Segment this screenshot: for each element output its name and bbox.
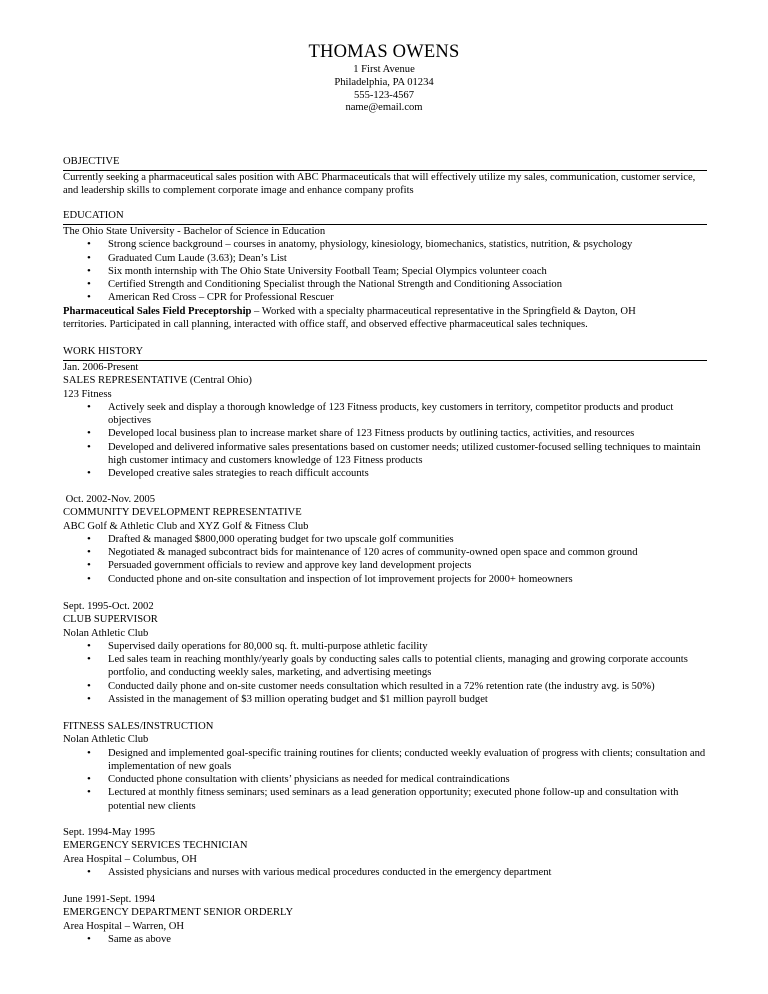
preceptorship-paragraph (63, 305, 707, 332)
list-item: • Developed and delivered informative sales presentations based on customer needs; utilized customer-focused selling techniques to maintain high customer intimacy and customers knowledge of 123 Fitness products (63, 441, 707, 468)
list-item: • Strong science background – courses in anatomy, physiology, kinesiology, biomechanics, statistics, nutrition, & psychology (63, 238, 707, 251)
job-entry (63, 493, 707, 586)
job-entry (63, 893, 707, 946)
job-company: Area Hospital – Columbus, OH (63, 853, 197, 865)
job-entry (63, 600, 707, 706)
list-item: • Conducted phone and on-site consultation and inspection of lot improvement projects for 2000+ homeowners (63, 573, 707, 586)
job-bullets (63, 401, 707, 481)
list-item: • Actively seek and display a thorough knowledge of 123 Fitness products, key customers in territory, competitor products and product objectives (63, 401, 707, 428)
education-heading: EDUCATION (63, 210, 124, 221)
job-company: Nolan Athletic Club (63, 734, 149, 746)
job-company: 123 Fitness (63, 388, 112, 400)
list-item: • Assisted in the management of $3 million operating budget and $1 million payroll budget (63, 693, 707, 706)
job-position: CLUB SUPERVISOR (63, 614, 158, 626)
job-position: COMMUNITY DEVELOPMENT REPRESENTATIVE (63, 507, 302, 519)
list-item: • Conducted phone consultation with clients’ physicians as needed for medical contraindications (63, 773, 707, 786)
job-bullets (63, 640, 707, 706)
email-address: name@email.com (345, 102, 423, 114)
objective-text: Currently seeking a pharmaceutical sales position with ABC Pharmaceuticals that will effectively utilize my sales, communication, customer service, and leadership skills to complement corporate image and enhance company profits (63, 172, 696, 197)
preceptorship-label: Pharmaceutical Sales Field Preceptorship (63, 305, 252, 317)
contact-info (0, 64, 768, 115)
job-dates: Sept. 1994-May 1995 (63, 827, 156, 838)
job-dates: Jan. 2006-Present (63, 362, 139, 373)
address-line-1: 1 First Avenue (353, 64, 415, 75)
list-item: • Developed local business plan to increase market share of 123 Fitness products by outlining tactics, activities, and resources (63, 427, 707, 440)
list-item: • Developed creative sales strategies to reach difficult accounts (63, 467, 707, 480)
job-position: FITNESS SALES/INSTRUCTION (63, 721, 214, 732)
job-company: Area Hospital – Warren, OH (63, 920, 185, 932)
job-position: EMERGENCY SERVICES TECHNICIAN (63, 840, 248, 852)
job-entry (63, 826, 707, 879)
list-item: • Conducted daily phone and on-site customer needs consultation which resulted in a 72% retention rate (the industry avg. is 50%) (63, 680, 707, 693)
education-bullets (63, 238, 707, 304)
job-dates: Sept. 1995-Oct. 2002 (63, 601, 154, 612)
preceptorship-text: – Worked with a specialty pharmaceutical representative in the Springfield & Dayton, OH territories. Participated in call planning, interacted with office staff, and observed effective pharmaceutical sales techniques. (63, 305, 636, 331)
objective-heading: OBJECTIVE (63, 156, 120, 167)
job-dates: Oct. 2002-Nov. 2005 (63, 494, 155, 505)
job-company: Nolan Athletic Club (63, 627, 149, 639)
list-item: • Negotiated & managed subcontract bids for maintenance of 120 acres of community-owned open space and common ground (63, 546, 707, 559)
list-item: • Six month internship with The Ohio State University Football Team; Special Olympics volunteer coach (63, 265, 707, 278)
list-item: • Persuaded government officials to review and approve key land development projects (63, 559, 707, 572)
list-item: • American Red Cross – CPR for Professional Rescuer (63, 291, 707, 304)
job-entry (63, 361, 707, 481)
job-position: EMERGENCY DEPARTMENT SENIOR ORDERLY (63, 907, 294, 919)
list-item: • Drafted & managed $800,000 operating budget for two upscale golf communities (63, 533, 707, 546)
job-bullets (63, 747, 707, 813)
list-item: • Led sales team in reaching monthly/yearly goals by conducting sales calls to potential clients, managing and growing corporate accounts portfolio, and conducting weekly sales, marketing, and advertising meetings (63, 653, 707, 680)
list-item: • Graduated Cum Laude (3.63); Dean’s List (63, 252, 707, 265)
job-bullets (63, 866, 707, 879)
work-history-heading: WORK HISTORY (63, 346, 144, 357)
list-item: • Assisted physicians and nurses with various medical procedures conducted in the emergency department (63, 866, 707, 879)
resume-header (0, 40, 768, 115)
candidate-name: THOMAS OWENS (308, 42, 460, 62)
phone-number: 555-123-4567 (353, 89, 415, 101)
address-line-2: Philadelphia, PA 01234 (334, 76, 434, 88)
job-bullets (63, 933, 707, 946)
list-item: • Supervised daily operations for 80,000 sq. ft. multi-purpose athletic facility (63, 640, 707, 653)
list-item: • Designed and implemented goal-specific training routines for clients; conducted weekly evaluation of progress with clients; consultation and implementation of new goals (63, 747, 707, 774)
list-item: • Same as above (63, 933, 707, 946)
list-item: • Certified Strength and Conditioning Specialist through the National Strength and Conditioning Association (63, 278, 707, 291)
list-item: • Lectured at monthly fitness seminars; used seminars as a lead generation opportunity; executed phone follow-up and consultation with potential new clients (63, 786, 707, 813)
job-entry (63, 720, 707, 813)
degree-line: The Ohio State University - Bachelor of Science in Education (63, 226, 326, 237)
education-block (63, 225, 707, 331)
job-dates: June 1991-Sept. 1994 (63, 894, 156, 905)
job-position: SALES REPRESENTATIVE (Central Ohio) (63, 375, 252, 387)
job-company: ABC Golf & Athletic Club and XYZ Golf & Fitness Club (63, 520, 309, 532)
job-bullets (63, 533, 707, 586)
